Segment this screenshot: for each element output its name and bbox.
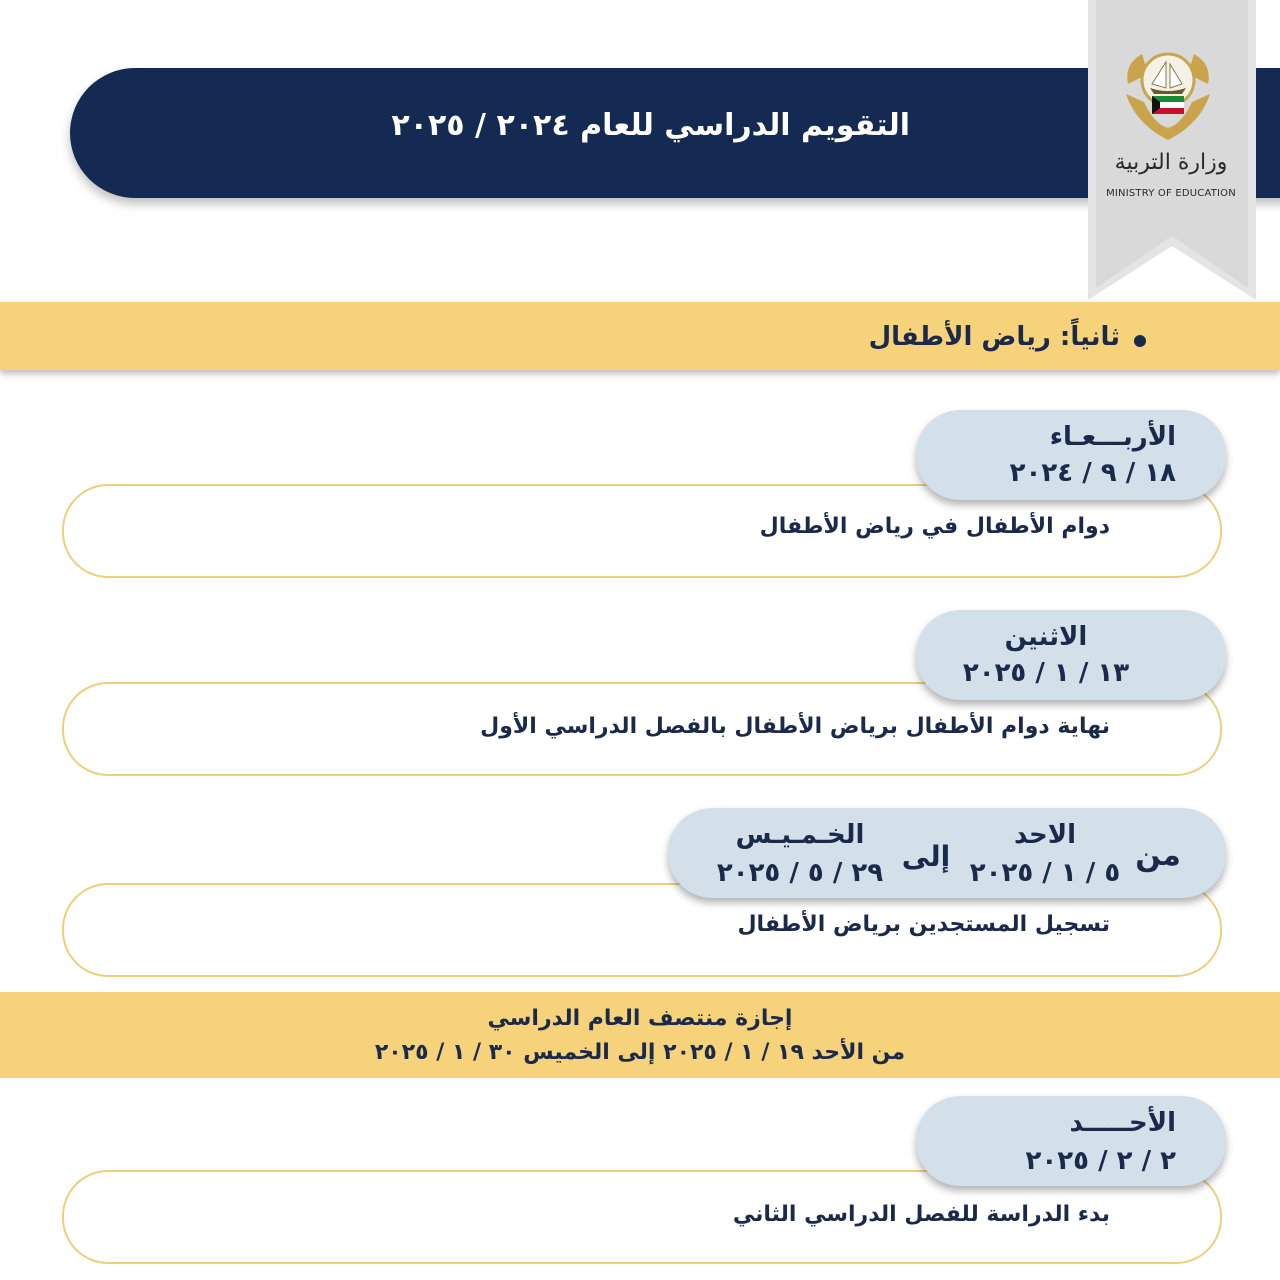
event-date: ١٨ / ٩ / ٢٠٢٤ (1009, 458, 1176, 488)
event-date: ١٣ / ١ / ٢٠٢٥ (962, 658, 1130, 688)
event-day: الاثنين (1004, 622, 1088, 652)
range-to-label: إلى (901, 840, 951, 873)
page-title: التقويم الدراسي للعام ٢٠٢٤ / ٢٠٢٥ (391, 108, 910, 143)
event-date: ٢ / ٢ / ٢٠٢٥ (1025, 1146, 1176, 1176)
holiday-range: من الأحد ١٩ / ١ / ٢٠٢٥ إلى الخميس ٣٠ / ١ / ٢٠٢٥ (374, 1040, 906, 1065)
ministry-name-arabic: وزارة التربية (1114, 150, 1228, 175)
range-to-date: ٢٩ / ٥ / ٢٠٢٥ (716, 858, 884, 888)
event-day: الأربـــعـاء (1049, 422, 1176, 452)
range-from-day: الاحد (1013, 820, 1077, 850)
kuwait-emblem-icon (1122, 44, 1214, 148)
range-to-day: الخـمـيـس (735, 820, 865, 850)
ministry-name-english: MINISTRY OF EDUCATION (1106, 188, 1236, 199)
event-description: نهاية دوام الأطفال برياض الأطفال بالفصل الدراسي الأول (480, 714, 1110, 739)
event-description: تسجيل المستجدين برياض الأطفال (737, 912, 1110, 937)
event-day: الأحـــــد (1069, 1108, 1176, 1138)
range-from-date: ٥ / ١ / ٢٠٢٥ (969, 858, 1121, 888)
event-description: بدء الدراسة للفصل الدراسي الثاني (732, 1202, 1110, 1227)
holiday-title: إجازة منتصف العام الدراسي (487, 1006, 793, 1031)
holiday-banner (0, 992, 1280, 1078)
bullet-icon (1134, 335, 1146, 347)
section-title: ثانياً: رياض الأطفال (868, 322, 1120, 352)
event-description: دوام الأطفال في رياض الأطفال (759, 514, 1110, 539)
range-from-label: من (1135, 838, 1181, 873)
